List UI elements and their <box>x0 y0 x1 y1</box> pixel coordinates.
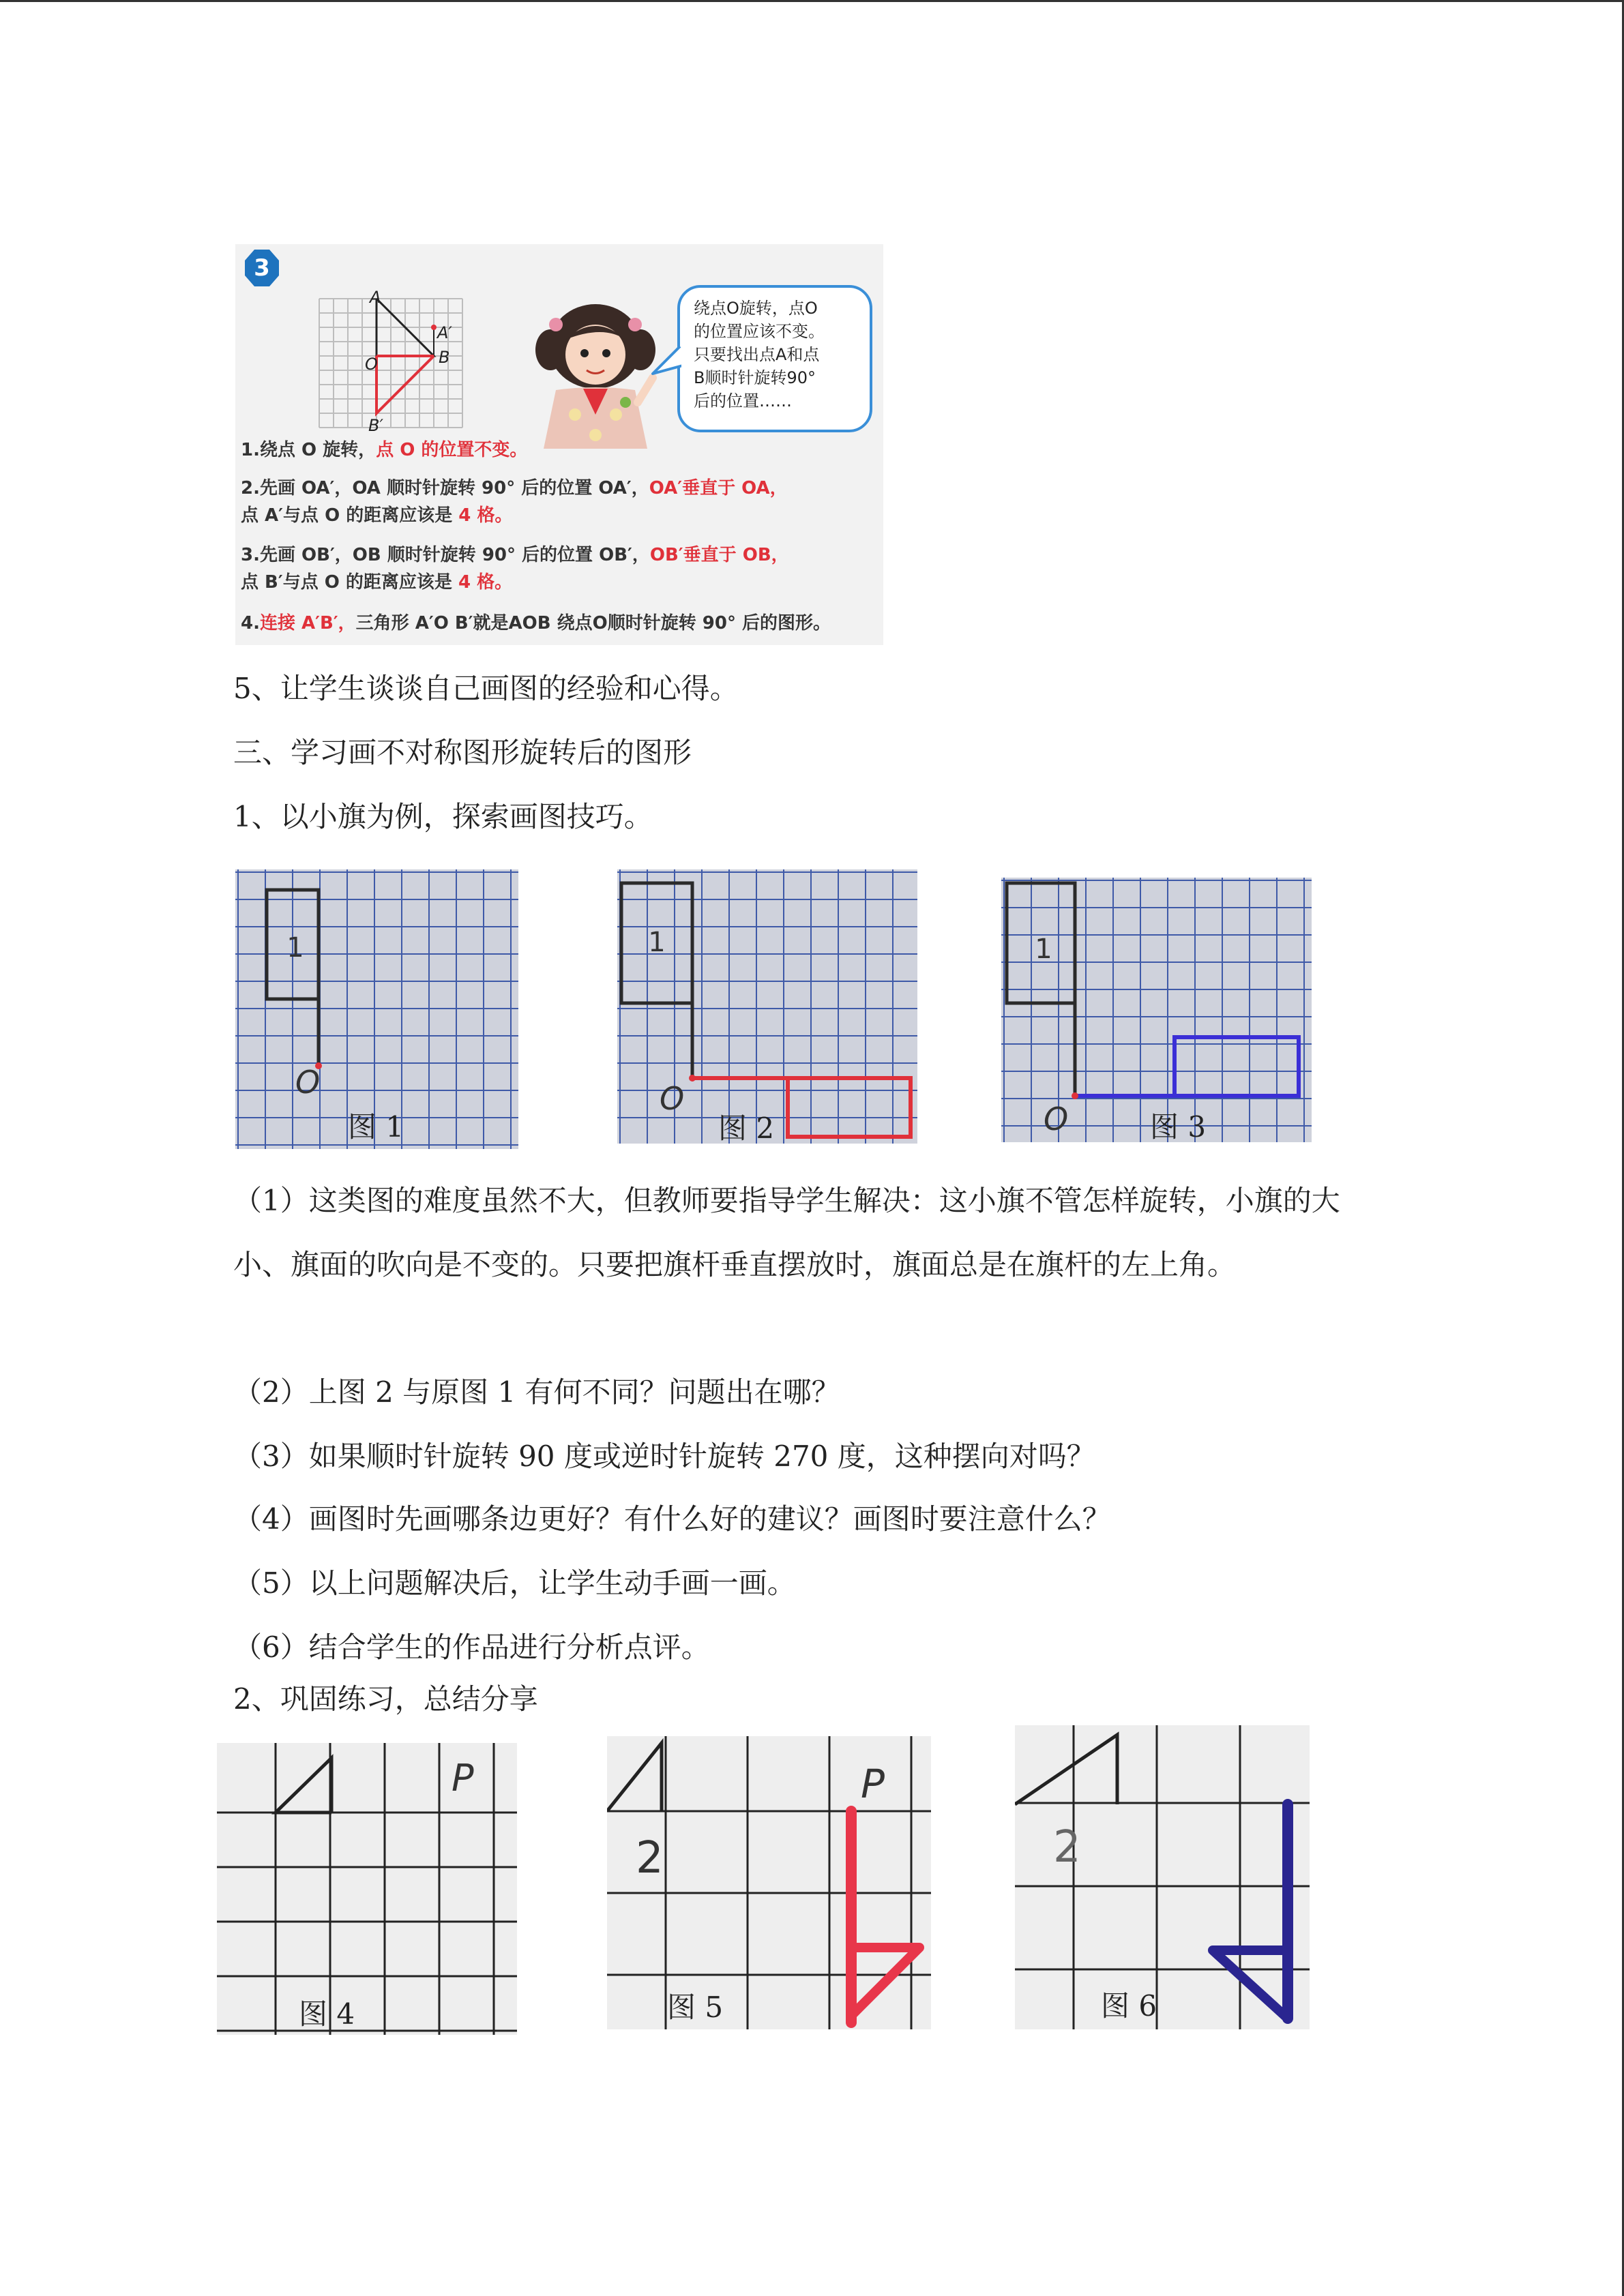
example-step: 点 B′与点 O 的距离应该是 4 格。 <box>241 572 513 593</box>
triangle-figure-4 <box>217 1743 517 2035</box>
label-B: B <box>439 348 450 367</box>
caption-fig-6: 图 6 <box>1101 1989 1157 2023</box>
example-figure-svg <box>235 244 883 645</box>
flag-digit: 1 <box>286 932 304 964</box>
question-1: （1）这类图的难度虽然不大，但教师要指导学生解决：这小旗不管怎样旋转，小旗的大小、旗面的吹向是不变的。只要把旗杆垂直摆放时，旗面总是在旗杆的左上角。 <box>233 1184 1340 1281</box>
item-1-heading: 1、以小旗为例，探索画图技巧。 <box>233 800 653 833</box>
point-p-label: P <box>452 1757 474 1800</box>
caption-fig-2: 图 2 <box>718 1112 775 1144</box>
triangle-figure-6 <box>1015 1725 1310 2029</box>
speech-bubble-text: 绕点O旋转，点O 的位置应该不变。 只要找出点A和点 B顺时针旋转90° 后的位置…… <box>694 299 825 411</box>
triangle-digit: 2 <box>636 1833 664 1883</box>
item-2-heading: 2、巩固练习，总结分享 <box>233 1682 538 1716</box>
example-step: 3.先画 OB′，OB 顺时针旋转 90° 后的位置 OB′，OB′垂直于 OB， <box>241 545 789 565</box>
origin-label: O <box>295 1064 321 1101</box>
question-3: （3）如果顺时针旋转 90 度或逆时针旋转 270 度，这种摆向对吗？ <box>233 1440 1095 1473</box>
flag-digit: 1 <box>648 927 666 958</box>
triangle-digit: 2 <box>1053 1822 1081 1873</box>
flag-digit: 1 <box>1035 934 1052 965</box>
question-4: （4）画图时先画哪条边更好？有什么好的建议？画图时要注意什么？ <box>233 1502 1111 1536</box>
label-O: O <box>365 355 378 374</box>
para-5: 5、让学生谈谈自己画图的经验和心得。 <box>233 672 739 705</box>
point-p-label: P <box>861 1761 885 1807</box>
example-figure <box>235 244 883 645</box>
caption-fig-1: 图 1 <box>348 1110 404 1144</box>
flag-figure-2 <box>617 869 917 1144</box>
example-step: 2.先画 OA′，OA 顺时针旋转 90° 后的位置 OA′，OA′垂直于 OA， <box>241 478 788 498</box>
question-5: （5）以上问题解决后，让学生动手画一画。 <box>233 1566 796 1600</box>
caption-fig-3: 图 3 <box>1150 1110 1207 1142</box>
example-step: 1.绕点 O 旋转，点 O 的位置不变。 <box>241 440 528 460</box>
section-3-heading: 三、学习画不对称图形旋转后的图形 <box>233 736 692 769</box>
origin-label: O <box>660 1080 685 1117</box>
label-A-prime: A′ <box>437 323 452 342</box>
triangle-figure-5 <box>607 1736 931 2029</box>
origin-label: O <box>1044 1101 1069 1137</box>
example-step: 4.连接 A′B′，三角形 A′O B′就是AOB 绕点O顺时针旋转 90° 后的图形。 <box>241 613 831 633</box>
example-badge <box>245 250 279 286</box>
flag-figure-3 <box>1001 878 1312 1142</box>
caption-fig-4: 图 4 <box>299 1997 355 2031</box>
page-top-border <box>0 0 1624 2</box>
caption-fig-5: 图 5 <box>667 1991 724 2024</box>
svg-text:3: 3 <box>254 254 270 282</box>
label-A: A <box>370 288 381 307</box>
example-step: 点 A′与点 O 的距离应该是 4 格。 <box>241 505 513 526</box>
question-2: （2）上图 2 与原图 1 有何不同？问题出在哪？ <box>233 1375 840 1409</box>
label-B-prime: B′ <box>368 416 383 435</box>
flag-figure-1 <box>235 869 518 1149</box>
question-6: （6）结合学生的作品进行分析点评。 <box>233 1630 710 1664</box>
